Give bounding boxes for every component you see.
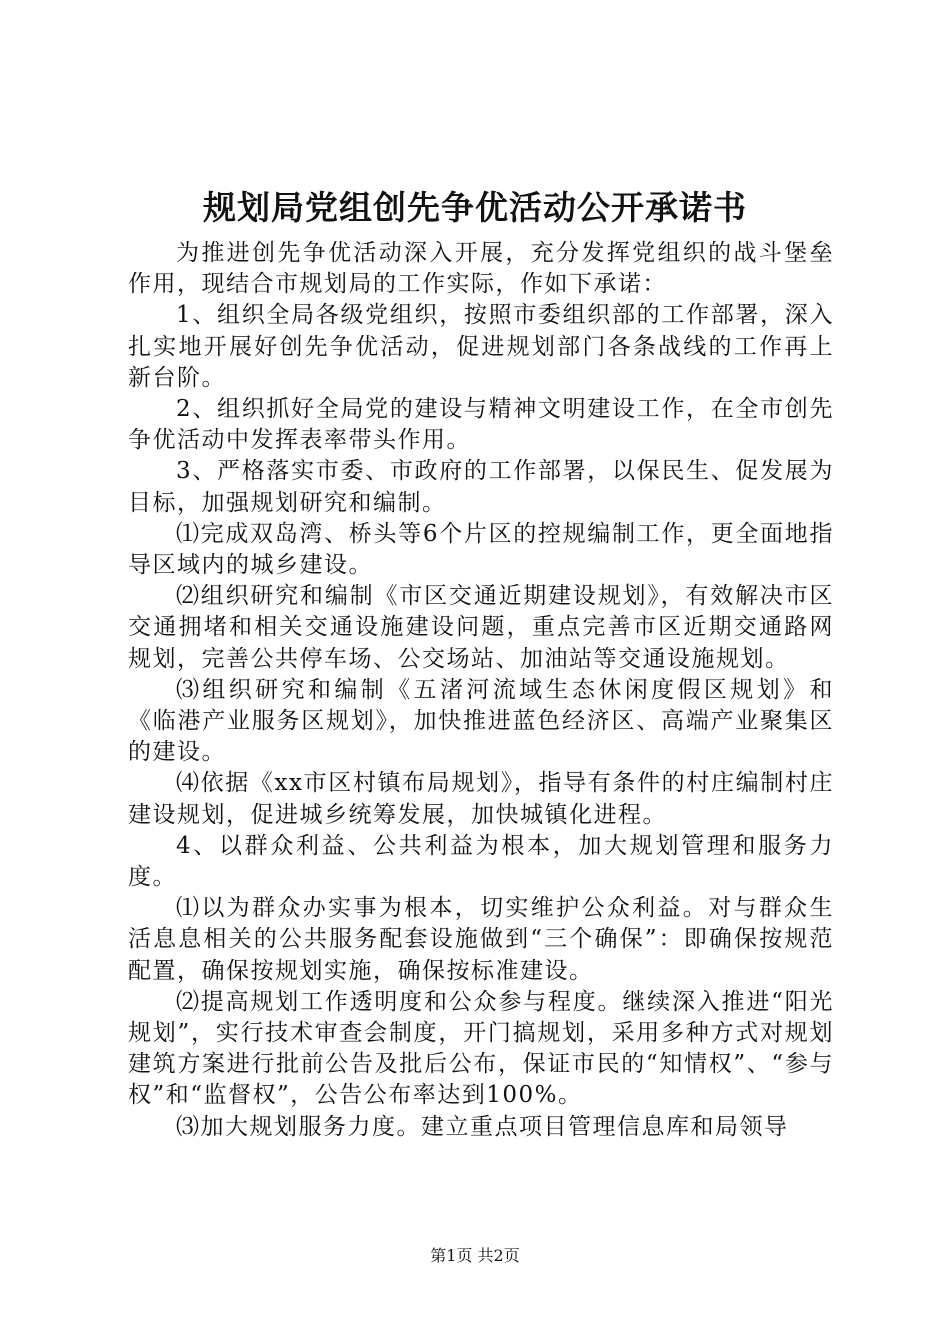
sub-item-3-2: ⑵组织研究和编制《市区交通近期建设规划》，有效解决市区交通拥堵和相关交通设施建设问题，重点完善市区近期交通路网规划，完善公共停车场、公交场站、加油站等交通设施规划。 bbox=[128, 583, 834, 672]
page-footer: 第1页 共2页 bbox=[430, 1246, 520, 1265]
sub-item-3-3: ⑶组织研究和编制《五渚河流域生态休闲度假区规划》和《临港产业服务区规划》，加快推进蓝色经济区、高端产业聚集区的建设。 bbox=[128, 676, 834, 766]
intro-paragraph: 为推进创先争优活动深入开展，充分发挥党组织的战斗堡垒作用，现结合市规划局的工作实际，作如下承诺： bbox=[128, 240, 834, 298]
sub-item-3-4: ⑷依据《xx市区村镇布局规划》，指导有条件的村庄编制村庄建设规划，促进城乡统筹发展，加快城镇化进程。 bbox=[128, 770, 834, 828]
document-title: 规划局党组创先争优活动公开承诺书 bbox=[203, 188, 747, 227]
commitment-item-3: 3、严格落实市委、市政府的工作部署，以保民生、促发展为目标，加强规划研究和编制。 bbox=[128, 458, 834, 516]
sub-item-4-3: ⑶加大规划服务力度。建立重点项目管理信息库和局领导 bbox=[176, 1113, 789, 1140]
commitment-item-4: 4、以群众利益、公共利益为根本，加大规划管理和服务力度。 bbox=[128, 832, 834, 891]
sub-item-3-1: ⑴完成双岛湾、桥头等6个片区的控规编制工作，更全面地指导区域内的城乡建设。 bbox=[128, 520, 834, 579]
sub-item-4-2: ⑵提高规划工作透明度和公众参与程度。继续深入推进“阳光规划”，实行技术审查会制度，开门搞规划，采用多种方式对规划建筑方案进行批前公告及批后公布，保证市民的“知情权”、“参与权”和“监督权”，公告公布率达到100%。 bbox=[128, 988, 834, 1109]
document-body bbox=[128, 238, 834, 1143]
commitment-item-2: 2、组织抓好全局党的建设与精神文明建设工作，在全市创先争优活动中发挥表率带头作用。 bbox=[128, 396, 834, 454]
sub-item-4-1: ⑴以为群众办实事为根本，切实维护公众利益。对与群众生活息息相关的公共服务配套设施做到“三个确保”：即确保按规范配置，确保按规划实施，确保按标准建设。 bbox=[128, 895, 834, 984]
commitment-item-1: 1、组织全局各级党组织，按照市委组织部的工作部署，深入扎实地开展好创先争优活动，促进规划部门各条战线的工作再上新台阶。 bbox=[128, 302, 834, 391]
